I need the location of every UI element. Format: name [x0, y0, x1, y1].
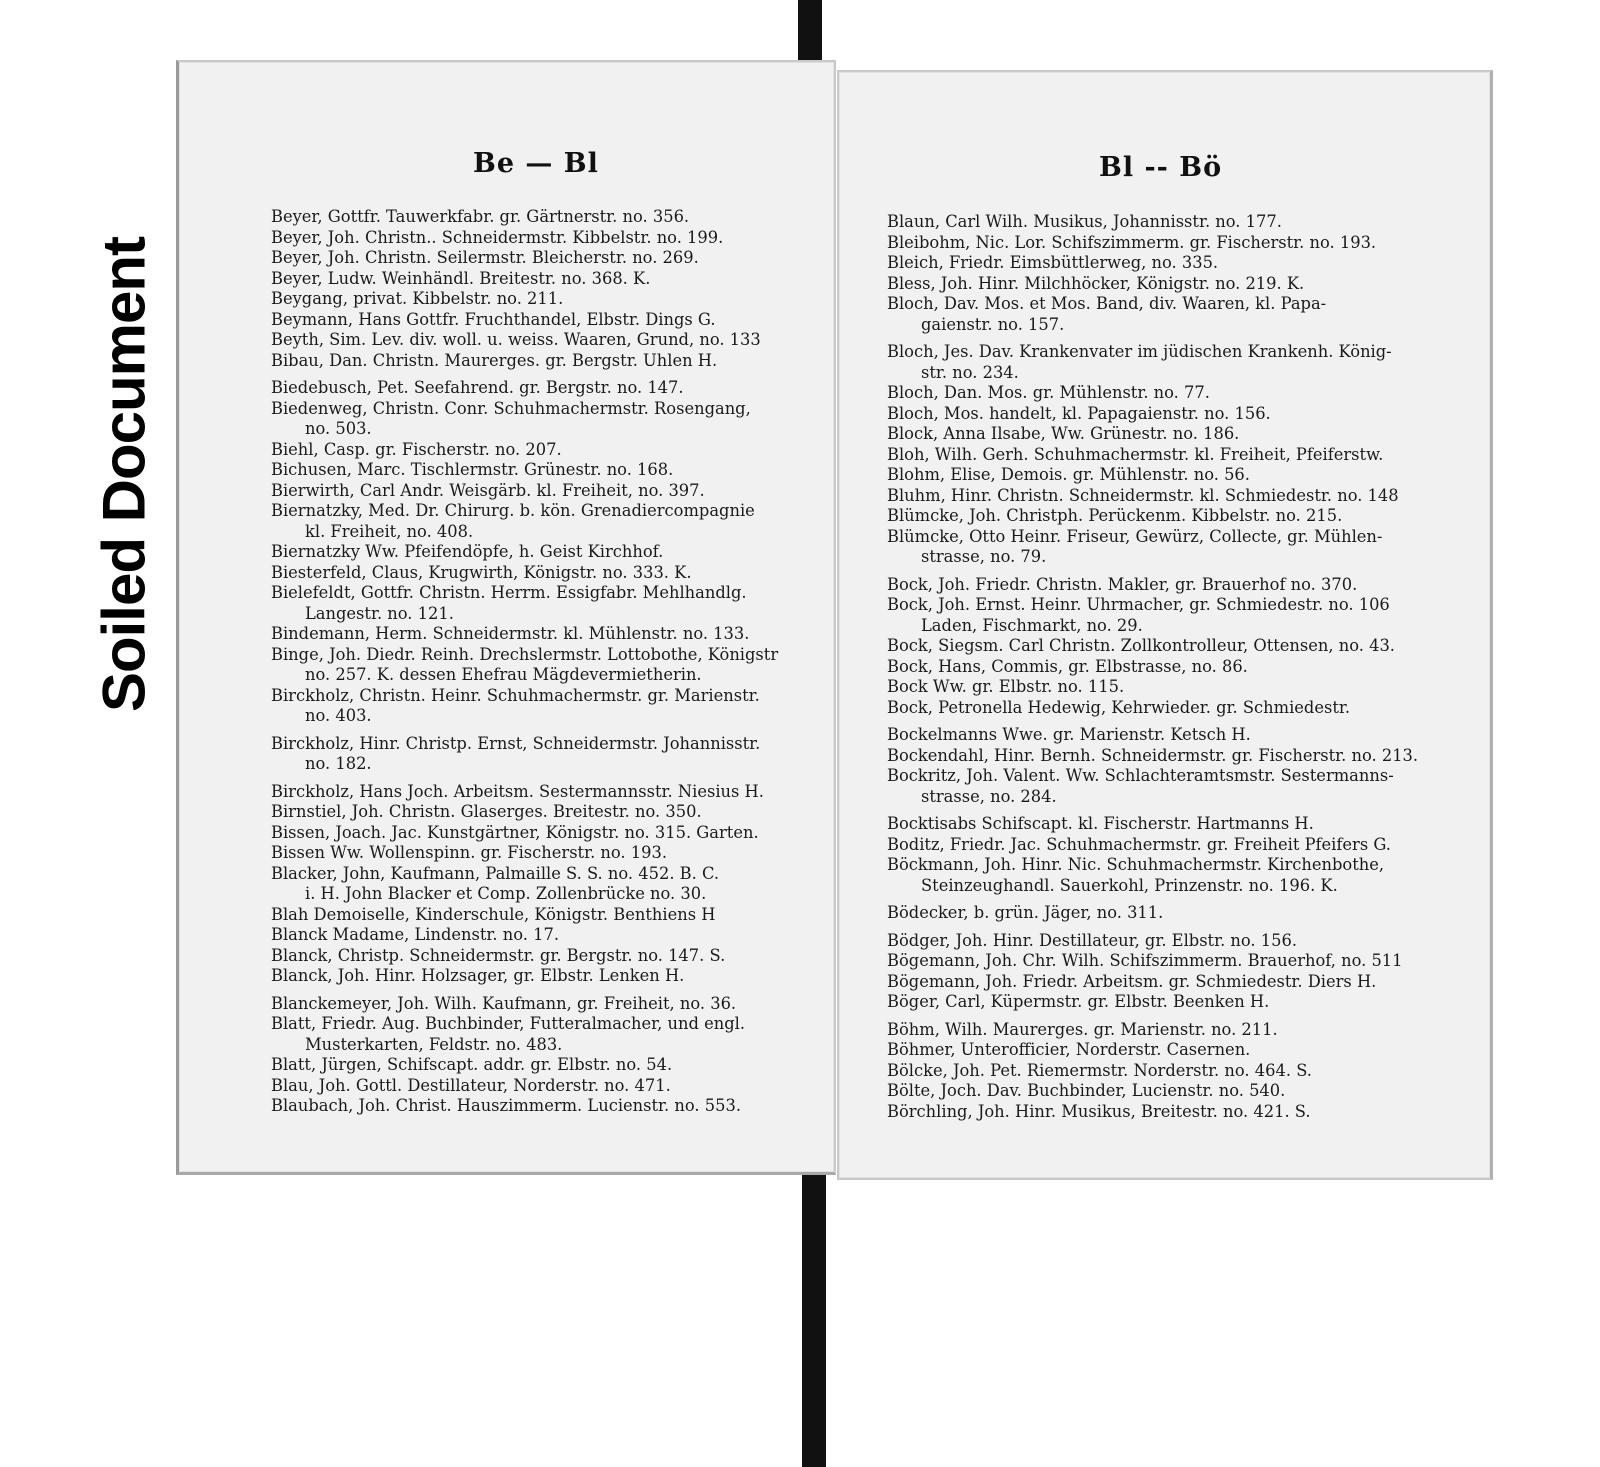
entry-line: Block, Anna Ilsabe, Ww. Grünestr. no. 186.	[887, 424, 1240, 443]
directory-entry	[887, 274, 1407, 295]
entry-line: Blanck Madame, Lindenstr. no. 17.	[271, 925, 559, 944]
entry-line: Bichusen, Marc. Tischlermstr. Grünestr. no. 168.	[271, 460, 674, 479]
directory-entry	[271, 310, 791, 331]
entry-line: Bibau, Dan. Christn. Maurerges. gr. Bergstr. Uhlen H.	[271, 350, 718, 370]
entry-line: Bock, Siegsm. Carl Christn. Zollkontrolleur, Ottensen, no. 43.	[887, 636, 1395, 655]
entry-continuation: strasse, no. 79.	[921, 547, 1047, 566]
directory-entry	[887, 424, 1407, 445]
right-page-heading: Bl -- Bö	[1099, 152, 1223, 183]
entry-continuation: gaienstr. no. 157.	[921, 314, 1065, 334]
entry-line: Bocktisabs Schifscapt. kl. Fischerstr. Hartmanns H.	[887, 814, 1314, 833]
entry-line: Bock, Petronella Hedewig, Kehrwieder. gr. Schmiedestr.	[887, 697, 1351, 717]
entry-line: Bögemann, Joh. Friedr. Arbeitsm. gr. Schmiedestr. Diers H.	[887, 971, 1377, 991]
entry-line: Bleibohm, Nic. Lor. Schifszimmerm. gr. Fischerstr. no. 193.	[887, 232, 1377, 252]
entry-line: Blatt, Friedr. Aug. Buchbinder, Futteralmacher, und engl.	[271, 1014, 746, 1033]
directory-entry	[887, 212, 1407, 233]
left-page-heading: Be — Bl	[473, 148, 599, 179]
directory-entry	[887, 1020, 1407, 1041]
directory-entry	[887, 1040, 1407, 1061]
directory-entry	[271, 583, 791, 624]
directory-entry	[887, 404, 1407, 425]
entry-line: Beyer, Ludw. Weinhändl. Breitestr. no. 368. K.	[271, 268, 651, 288]
entry-continuation: str. no. 234.	[921, 362, 1019, 382]
entry-line: Bloch, Mos. handelt, kl. Papagaienstr. no. 156.	[887, 403, 1271, 423]
directory-entry	[887, 972, 1407, 993]
entry-line: Birckholz, Hans Joch. Arbeitsm. Sestermannsstr. Niesius H.	[271, 781, 764, 801]
entry-line: Beygang, privat. Kibbelstr. no. 211.	[271, 289, 564, 308]
directory-entry	[271, 440, 791, 461]
entry-continuation: no. 257. K. dessen Ehefrau Mägdevermietherin.	[305, 665, 702, 684]
entry-line: Bölte, Joch. Dav. Buchbinder, Lucienstr. no. 540.	[887, 1081, 1286, 1100]
directory-entry	[271, 1096, 791, 1117]
directory-entry	[271, 734, 791, 775]
entry-line: Beymann, Hans Gottfr. Fruchthandel, Elbstr. Dings G.	[271, 309, 716, 329]
entry-continuation: Langestr. no. 121.	[305, 603, 454, 623]
entry-line: Böckmann, Joh. Hinr. Nic. Schuhmachermstr. Kirchenbothe,	[887, 855, 1385, 874]
entry-continuation: no. 403.	[305, 706, 372, 725]
directory-entry	[271, 481, 791, 502]
entry-line: Bockelmanns Wwe. gr. Marienstr. Ketsch H.	[887, 725, 1251, 744]
directory-entry	[887, 527, 1407, 568]
entry-line: Bockendahl, Hinr. Bernh. Schneidermstr. gr. Fischerstr. no. 213.	[887, 745, 1419, 765]
directory-entry	[271, 925, 791, 946]
entry-line: Bockritz, Joh. Valent. Ww. Schlachteramtsmstr. Sestermanns-	[887, 766, 1394, 785]
entry-line: Bögemann, Joh. Chr. Wilh. Schifszimmerm. Brauerhof, no. 511	[887, 951, 1403, 970]
entry-line: Bloch, Dav. Mos. et Mos. Band, div. Waaren, kl. Papa-	[887, 294, 1327, 313]
entry-continuation: Musterkarten, Feldstr. no. 483.	[305, 1034, 563, 1054]
directory-entry	[887, 931, 1407, 952]
entry-line: Biehl, Casp. gr. Fischerstr. no. 207.	[271, 439, 562, 459]
entry-line: Bierwirth, Carl Andr. Weisgärb. kl. Freiheit, no. 397.	[271, 480, 705, 500]
entry-continuation: kl. Freiheit, no. 408.	[305, 521, 474, 541]
entry-line: Blanck, Christp. Schneidermstr. gr. Bergstr. no. 147. S.	[271, 945, 726, 965]
entry-line: Bissen Ww. Wollenspinn. gr. Fischerstr. no. 193.	[271, 843, 668, 862]
entry-line: Böger, Carl, Küpermstr. gr. Elbstr. Beenken H.	[887, 992, 1270, 1011]
entry-line: Blanckemeyer, Joh. Wilh. Kaufmann, gr. Freiheit, no. 36.	[271, 993, 737, 1013]
entry-line: Blaun, Carl Wilh. Musikus, Johannisstr. no. 177.	[887, 212, 1282, 231]
entry-continuation: i. H. John Blacker et Comp. Zollenbrücke no. 30.	[305, 884, 707, 903]
directory-entry	[271, 994, 791, 1015]
directory-entry	[271, 823, 791, 844]
entry-line: Börchling, Joh. Hinr. Musikus, Breitestr. no. 421. S.	[887, 1101, 1311, 1121]
directory-entry	[271, 378, 791, 399]
directory-entry	[887, 992, 1407, 1013]
entry-line: Boditz, Friedr. Jac. Schuhmachermstr. gr. Freiheit Pfeifers G.	[887, 834, 1391, 854]
entry-line: Bock Ww. gr. Elbstr. no. 115.	[887, 677, 1125, 696]
entry-line: Böhm, Wilh. Maurerges. gr. Marienstr. no. 211.	[887, 1019, 1278, 1039]
entry-line: Blaubach, Joh. Christ. Hauszimmerm. Lucienstr. no. 553.	[271, 1096, 742, 1115]
entry-line: Bissen, Joach. Jac. Kunstgärtner, Königstr. no. 315. Garten.	[271, 822, 759, 842]
directory-entry	[271, 1014, 791, 1055]
entry-continuation: strasse, no. 284.	[921, 786, 1057, 806]
directory-entry	[271, 1076, 791, 1097]
directory-entry	[271, 905, 791, 926]
directory-entry	[271, 966, 791, 987]
entry-line: Blümcke, Joh. Christph. Perückenm. Kibbelstr. no. 215.	[887, 506, 1343, 525]
directory-entry	[271, 501, 791, 542]
directory-entry	[887, 342, 1407, 383]
entry-line: Beyer, Joh. Christn. Seilermstr. Bleicherstr. no. 269.	[271, 248, 699, 267]
directory-entry	[887, 465, 1407, 486]
binding-strip-bottom	[802, 1168, 826, 1467]
entry-line: Biedebusch, Pet. Seefahrend. gr. Bergstr. no. 147.	[271, 378, 684, 397]
entry-line: Blau, Joh. Gottl. Destillateur, Norderstr. no. 471.	[271, 1075, 671, 1095]
entry-line: Bock, Hans, Commis, gr. Elbstrasse, no. 86.	[887, 656, 1248, 676]
entry-continuation: no. 503.	[305, 419, 372, 438]
directory-entry	[271, 686, 791, 727]
directory-entry	[887, 835, 1407, 856]
entry-line: Bock, Joh. Friedr. Christn. Makler, gr. Brauerhof no. 370.	[887, 574, 1358, 594]
directory-entry	[271, 351, 791, 372]
left-entry-list	[271, 207, 791, 1117]
directory-entry	[271, 460, 791, 481]
entry-line: Blatt, Jürgen, Schifscapt. addr. gr. Elbstr. no. 54.	[271, 1055, 673, 1074]
entry-line: Blanck, Joh. Hinr. Holzsager, gr. Elbstr. Lenken H.	[271, 966, 685, 985]
directory-entry	[887, 1102, 1407, 1123]
directory-entry	[887, 486, 1407, 507]
directory-entry	[271, 228, 791, 249]
entry-line: Böhmer, Unterofficier, Norderstr. Casernen.	[887, 1040, 1251, 1059]
directory-entry	[887, 814, 1407, 835]
right-page	[837, 70, 1493, 1180]
entry-line: Bloch, Jes. Dav. Krankenvater im jüdischen Krankenh. König-	[887, 342, 1392, 361]
entry-line: Bielefeldt, Gottfr. Christn. Herrm. Essigfabr. Mehlhandlg.	[271, 583, 747, 602]
entry-line: Blacker, John, Kaufmann, Palmaille S. S. no. 452. B. C.	[271, 863, 720, 883]
soiled-document-stamp: Soiled Document	[90, 236, 158, 713]
directory-entry	[887, 506, 1407, 527]
directory-entry	[887, 233, 1407, 254]
directory-entry	[887, 657, 1407, 678]
entry-line: Beyer, Gottfr. Tauwerkfabr. gr. Gärtnerstr. no. 356.	[271, 207, 690, 226]
entry-line: Bless, Joh. Hinr. Milchhöcker, Königstr. no. 219. K.	[887, 273, 1305, 293]
directory-entry	[271, 563, 791, 584]
directory-entry	[887, 595, 1407, 636]
entry-line: Beyer, Joh. Christn.. Schneidermstr. Kibbelstr. no. 199.	[271, 227, 724, 247]
entry-continuation: Steinzeughandl. Sauerkohl, Prinzenstr. no. 196. K.	[921, 875, 1338, 895]
directory-entry	[271, 802, 791, 823]
entry-line: Blümcke, Otto Heinr. Friseur, Gewürz, Collecte, gr. Mühlen-	[887, 526, 1383, 546]
directory-entry	[271, 946, 791, 967]
entry-line: Bluhm, Hinr. Christn. Schneidermstr. kl. Schmiedestr. no. 148	[887, 485, 1399, 505]
directory-entry	[271, 399, 791, 440]
entry-continuation: Laden, Fischmarkt, no. 29.	[921, 615, 1143, 635]
directory-entry	[271, 542, 791, 563]
directory-entry	[887, 855, 1407, 896]
directory-entry	[887, 903, 1407, 924]
entry-line: Bleich, Friedr. Eimsbüttlerweg, no. 335.	[887, 253, 1219, 272]
directory-entry	[887, 677, 1407, 698]
entry-line: Blohm, Elise, Demois. gr. Mühlenstr. no. 56.	[887, 465, 1250, 484]
directory-entry	[887, 445, 1407, 466]
entry-line: Biesterfeld, Claus, Krugwirth, Königstr. no. 333. K.	[271, 562, 692, 582]
entry-line: Birnstiel, Joh. Christn. Glaserges. Breitestr. no. 350.	[271, 802, 702, 821]
directory-entry	[887, 766, 1407, 807]
directory-entry	[271, 248, 791, 269]
entry-line: Binge, Joh. Diedr. Reinh. Drechslermstr. Lottobothe, Königstr	[271, 644, 779, 664]
directory-entry	[887, 1061, 1407, 1082]
directory-entry	[271, 330, 791, 351]
entry-line: Bloch, Dan. Mos. gr. Mühlenstr. no. 77.	[887, 383, 1210, 402]
left-page	[176, 60, 836, 1175]
directory-entry	[887, 383, 1407, 404]
directory-entry	[271, 1055, 791, 1076]
entry-line: Bödger, Joh. Hinr. Destillateur, gr. Elbstr. no. 156.	[887, 930, 1298, 950]
entry-line: Birckholz, Christn. Heinr. Schuhmachermstr. gr. Marienstr.	[271, 685, 760, 705]
directory-entry	[887, 698, 1407, 719]
entry-line: Bock, Joh. Ernst. Heinr. Uhrmacher, gr. Schmiedestr. no. 106	[887, 595, 1390, 614]
directory-entry	[271, 207, 791, 228]
directory-entry	[271, 782, 791, 803]
directory-entry	[887, 725, 1407, 746]
entry-line: Bölcke, Joh. Pet. Riemermstr. Norderstr. no. 464. S.	[887, 1060, 1312, 1080]
entry-continuation: no. 182.	[305, 754, 372, 773]
directory-entry	[887, 1081, 1407, 1102]
directory-entry	[887, 253, 1407, 274]
directory-entry	[271, 624, 791, 645]
directory-entry	[887, 575, 1407, 596]
directory-entry	[271, 864, 791, 905]
entry-line: Bloh, Wilh. Gerh. Schuhmachermstr. kl. Freiheit, Pfeiferstw.	[887, 444, 1384, 464]
directory-entry	[271, 269, 791, 290]
entry-line: Beyth, Sim. Lev. div. woll. u. weiss. Waaren, Grund, no. 133	[271, 330, 761, 349]
directory-entry	[271, 645, 791, 686]
directory-entry	[887, 745, 1419, 767]
directory-entry	[887, 636, 1407, 657]
directory-entry	[271, 289, 791, 310]
entry-line: Birckholz, Hinr. Christp. Ernst, Schneidermstr. Johannisstr.	[271, 733, 761, 753]
directory-entry	[887, 294, 1407, 335]
right-entry-list	[887, 212, 1419, 1122]
entry-line: Biernatzky Ww. Pfeifendöpfe, h. Geist Kirchhof.	[271, 542, 664, 561]
directory-entry	[271, 843, 791, 864]
entry-line: Bödecker, b. grün. Jäger, no. 311.	[887, 903, 1164, 922]
entry-line: Blah Demoiselle, Kinderschule, Königstr. Benthiens H	[271, 904, 716, 924]
entry-line: Bindemann, Herm. Schneidermstr. kl. Mühlenstr. no. 133.	[271, 624, 750, 643]
directory-entry	[887, 951, 1407, 972]
entry-line: Biedenweg, Christn. Conr. Schuhmachermstr. Rosengang,	[271, 398, 751, 418]
entry-line: Biernatzky, Med. Dr. Chirurg. b. kön. Grenadiercompagnie	[271, 501, 755, 520]
